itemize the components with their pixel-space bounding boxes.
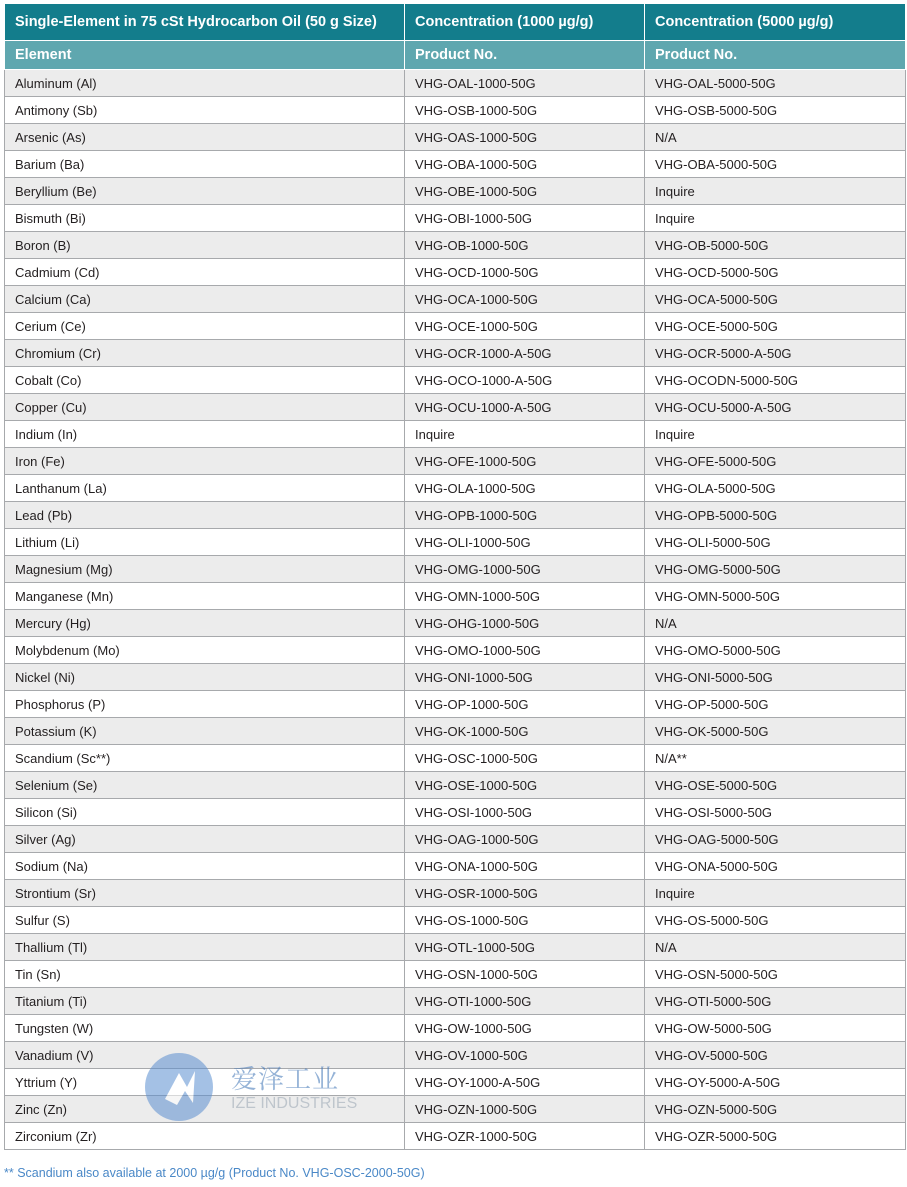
title-element-group: Single-Element in 75 cSt Hydrocarbon Oil (50 g Size) <box>5 4 405 41</box>
product-1000-cell: VHG-ONA-1000-50G <box>405 853 645 880</box>
table-row <box>5 988 906 1015</box>
product-5000-cell: VHG-OFE-5000-50G <box>645 448 906 475</box>
product-5000-cell: N/A <box>645 610 906 637</box>
product-1000-cell: VHG-OAS-1000-50G <box>405 124 645 151</box>
product-1000-cell: VHG-OSI-1000-50G <box>405 799 645 826</box>
product-1000-cell: VHG-OZR-1000-50G <box>405 1123 645 1150</box>
product-1000-cell: VHG-OB-1000-50G <box>405 232 645 259</box>
element-cell: Indium (In) <box>5 421 405 448</box>
element-cell: Vanadium (V) <box>5 1042 405 1069</box>
product-1000-cell: VHG-OSC-1000-50G <box>405 745 645 772</box>
product-5000-cell: VHG-OS-5000-50G <box>645 907 906 934</box>
element-cell: Lithium (Li) <box>5 529 405 556</box>
table-row <box>5 475 906 502</box>
element-cell: Potassium (K) <box>5 718 405 745</box>
table-row <box>5 1015 906 1042</box>
element-cell: Mercury (Hg) <box>5 610 405 637</box>
product-1000-cell: VHG-OCU-1000-A-50G <box>405 394 645 421</box>
table-row <box>5 934 906 961</box>
product-5000-cell: VHG-OBA-5000-50G <box>645 151 906 178</box>
product-5000-cell: VHG-OCU-5000-A-50G <box>645 394 906 421</box>
table-row <box>5 718 906 745</box>
product-1000-cell: VHG-OZN-1000-50G <box>405 1096 645 1123</box>
product-1000-cell: VHG-OLA-1000-50G <box>405 475 645 502</box>
table-row <box>5 367 906 394</box>
product-1000-cell: VHG-OSN-1000-50G <box>405 961 645 988</box>
table-title-row <box>5 4 906 41</box>
product-5000-cell: VHG-OK-5000-50G <box>645 718 906 745</box>
product-5000-cell: VHG-OMG-5000-50G <box>645 556 906 583</box>
watermark-english-text: IZE INDUSTRIES <box>231 1095 358 1112</box>
product-5000-cell: VHG-OLA-5000-50G <box>645 475 906 502</box>
element-cell: Silver (Ag) <box>5 826 405 853</box>
product-5000-cell: VHG-OPB-5000-50G <box>645 502 906 529</box>
product-table <box>4 3 906 1150</box>
element-cell: Thallium (Tl) <box>5 934 405 961</box>
product-5000-cell: VHG-OSB-5000-50G <box>645 97 906 124</box>
element-cell: Arsenic (As) <box>5 124 405 151</box>
table-row <box>5 880 906 907</box>
element-cell: Cerium (Ce) <box>5 313 405 340</box>
product-1000-cell: VHG-OAL-1000-50G <box>405 70 645 97</box>
table-row <box>5 664 906 691</box>
element-cell: Copper (Cu) <box>5 394 405 421</box>
table-row <box>5 259 906 286</box>
product-1000-cell: VHG-OCR-1000-A-50G <box>405 340 645 367</box>
table-body <box>5 70 906 1150</box>
product-5000-cell: VHG-OY-5000-A-50G <box>645 1069 906 1096</box>
product-5000-cell: VHG-ONI-5000-50G <box>645 664 906 691</box>
table-row <box>5 961 906 988</box>
product-5000-cell: VHG-OV-5000-50G <box>645 1042 906 1069</box>
column-header-element: Element <box>5 41 405 70</box>
product-1000-cell: VHG-OBE-1000-50G <box>405 178 645 205</box>
product-1000-cell: VHG-OMG-1000-50G <box>405 556 645 583</box>
product-1000-cell: VHG-OW-1000-50G <box>405 1015 645 1042</box>
product-5000-cell: VHG-OMN-5000-50G <box>645 583 906 610</box>
product-5000-cell: VHG-OCD-5000-50G <box>645 259 906 286</box>
product-5000-cell: VHG-OCR-5000-A-50G <box>645 340 906 367</box>
product-1000-cell: VHG-OBA-1000-50G <box>405 151 645 178</box>
product-1000-cell: VHG-OSE-1000-50G <box>405 772 645 799</box>
product-5000-cell: VHG-OP-5000-50G <box>645 691 906 718</box>
element-cell: Boron (B) <box>5 232 405 259</box>
table-row <box>5 529 906 556</box>
element-cell: Antimony (Sb) <box>5 97 405 124</box>
element-cell: Yttrium (Y) <box>5 1069 405 1096</box>
product-1000-cell: VHG-OSB-1000-50G <box>405 97 645 124</box>
table-row <box>5 1069 906 1096</box>
product-5000-cell: VHG-OW-5000-50G <box>645 1015 906 1042</box>
product-1000-cell: VHG-OCD-1000-50G <box>405 259 645 286</box>
table-row <box>5 637 906 664</box>
element-cell: Selenium (Se) <box>5 772 405 799</box>
table-row <box>5 340 906 367</box>
table-row <box>5 583 906 610</box>
column-header-product-5000: Product No. <box>645 41 906 70</box>
product-5000-cell: N/A <box>645 934 906 961</box>
element-cell: Titanium (Ti) <box>5 988 405 1015</box>
product-5000-cell: VHG-OSI-5000-50G <box>645 799 906 826</box>
product-1000-cell: VHG-OSR-1000-50G <box>405 880 645 907</box>
product-1000-cell: VHG-OMN-1000-50G <box>405 583 645 610</box>
element-cell: Calcium (Ca) <box>5 286 405 313</box>
element-cell: Tin (Sn) <box>5 961 405 988</box>
element-cell: Zinc (Zn) <box>5 1096 405 1123</box>
element-cell: Sodium (Na) <box>5 853 405 880</box>
product-1000-cell: VHG-OCE-1000-50G <box>405 313 645 340</box>
table-row <box>5 394 906 421</box>
element-cell: Zirconium (Zr) <box>5 1123 405 1150</box>
product-5000-cell: VHG-OZR-5000-50G <box>645 1123 906 1150</box>
product-5000-cell: VHG-OCA-5000-50G <box>645 286 906 313</box>
product-5000-cell: VHG-OB-5000-50G <box>645 232 906 259</box>
product-5000-cell: Inquire <box>645 178 906 205</box>
footnote: ** Scandium also available at 2000 µg/g (Product No. VHG-OSC-2000-50G) <box>4 1166 425 1180</box>
element-cell: Bismuth (Bi) <box>5 205 405 232</box>
element-cell: Sulfur (S) <box>5 907 405 934</box>
element-cell: Phosphorus (P) <box>5 691 405 718</box>
element-cell: Nickel (Ni) <box>5 664 405 691</box>
product-1000-cell: VHG-OPB-1000-50G <box>405 502 645 529</box>
element-cell: Strontium (Sr) <box>5 880 405 907</box>
product-1000-cell: Inquire <box>405 421 645 448</box>
product-5000-cell: VHG-OCODN-5000-50G <box>645 367 906 394</box>
product-5000-cell: VHG-OTI-5000-50G <box>645 988 906 1015</box>
product-5000-cell: Inquire <box>645 421 906 448</box>
table-row <box>5 502 906 529</box>
product-1000-cell: VHG-OCA-1000-50G <box>405 286 645 313</box>
product-5000-cell: VHG-ONA-5000-50G <box>645 853 906 880</box>
table-row <box>5 205 906 232</box>
title-concentration-5000: Concentration (5000 µg/g) <box>645 4 906 41</box>
element-cell: Tungsten (W) <box>5 1015 405 1042</box>
table-row <box>5 745 906 772</box>
title-concentration-1000: Concentration (1000 µg/g) <box>405 4 645 41</box>
table-row <box>5 907 906 934</box>
product-5000-cell: VHG-OCE-5000-50G <box>645 313 906 340</box>
product-1000-cell: VHG-OMO-1000-50G <box>405 637 645 664</box>
product-5000-cell: Inquire <box>645 205 906 232</box>
product-5000-cell: VHG-OLI-5000-50G <box>645 529 906 556</box>
product-1000-cell: VHG-OY-1000-A-50G <box>405 1069 645 1096</box>
table-row <box>5 1123 906 1150</box>
product-1000-cell: VHG-OCO-1000-A-50G <box>405 367 645 394</box>
element-cell: Cadmium (Cd) <box>5 259 405 286</box>
table-row <box>5 691 906 718</box>
element-cell: Scandium (Sc**) <box>5 745 405 772</box>
product-5000-cell: VHG-OMO-5000-50G <box>645 637 906 664</box>
table-row <box>5 286 906 313</box>
element-cell: Manganese (Mn) <box>5 583 405 610</box>
product-1000-cell: VHG-OP-1000-50G <box>405 691 645 718</box>
element-cell: Beryllium (Be) <box>5 178 405 205</box>
product-1000-cell: VHG-OS-1000-50G <box>405 907 645 934</box>
watermark-chinese-text: 爱泽工业 <box>231 1064 340 1094</box>
product-5000-cell: VHG-OAL-5000-50G <box>645 70 906 97</box>
product-1000-cell: VHG-OTL-1000-50G <box>405 934 645 961</box>
table-row <box>5 799 906 826</box>
product-1000-cell: VHG-OBI-1000-50G <box>405 205 645 232</box>
column-header-product-1000: Product No. <box>405 41 645 70</box>
element-cell: Iron (Fe) <box>5 448 405 475</box>
product-1000-cell: VHG-OHG-1000-50G <box>405 610 645 637</box>
table-row <box>5 178 906 205</box>
product-5000-cell: VHG-OAG-5000-50G <box>645 826 906 853</box>
product-5000-cell: VHG-OSN-5000-50G <box>645 961 906 988</box>
product-5000-cell: N/A <box>645 124 906 151</box>
element-cell: Chromium (Cr) <box>5 340 405 367</box>
table-row <box>5 232 906 259</box>
product-1000-cell: VHG-OFE-1000-50G <box>405 448 645 475</box>
element-cell: Cobalt (Co) <box>5 367 405 394</box>
product-5000-cell: VHG-OZN-5000-50G <box>645 1096 906 1123</box>
table-row <box>5 1042 906 1069</box>
table-row <box>5 97 906 124</box>
table-row <box>5 448 906 475</box>
table-row <box>5 610 906 637</box>
table-row <box>5 151 906 178</box>
table-row <box>5 313 906 340</box>
product-5000-cell: N/A** <box>645 745 906 772</box>
element-cell: Magnesium (Mg) <box>5 556 405 583</box>
column-header-row <box>5 41 906 70</box>
product-1000-cell: VHG-OAG-1000-50G <box>405 826 645 853</box>
element-cell: Aluminum (Al) <box>5 70 405 97</box>
table-row <box>5 124 906 151</box>
element-cell: Barium (Ba) <box>5 151 405 178</box>
product-5000-cell: Inquire <box>645 880 906 907</box>
element-cell: Molybdenum (Mo) <box>5 637 405 664</box>
product-1000-cell: VHG-OTI-1000-50G <box>405 988 645 1015</box>
table-row <box>5 772 906 799</box>
element-cell: Lead (Pb) <box>5 502 405 529</box>
table-row <box>5 1096 906 1123</box>
product-5000-cell: VHG-OSE-5000-50G <box>645 772 906 799</box>
element-cell: Silicon (Si) <box>5 799 405 826</box>
element-cell: Lanthanum (La) <box>5 475 405 502</box>
table-row <box>5 853 906 880</box>
product-1000-cell: VHG-OK-1000-50G <box>405 718 645 745</box>
product-1000-cell: VHG-OV-1000-50G <box>405 1042 645 1069</box>
product-1000-cell: VHG-ONI-1000-50G <box>405 664 645 691</box>
product-1000-cell: VHG-OLI-1000-50G <box>405 529 645 556</box>
table-row <box>5 421 906 448</box>
table-row <box>5 826 906 853</box>
table-row <box>5 70 906 97</box>
table-row <box>5 556 906 583</box>
